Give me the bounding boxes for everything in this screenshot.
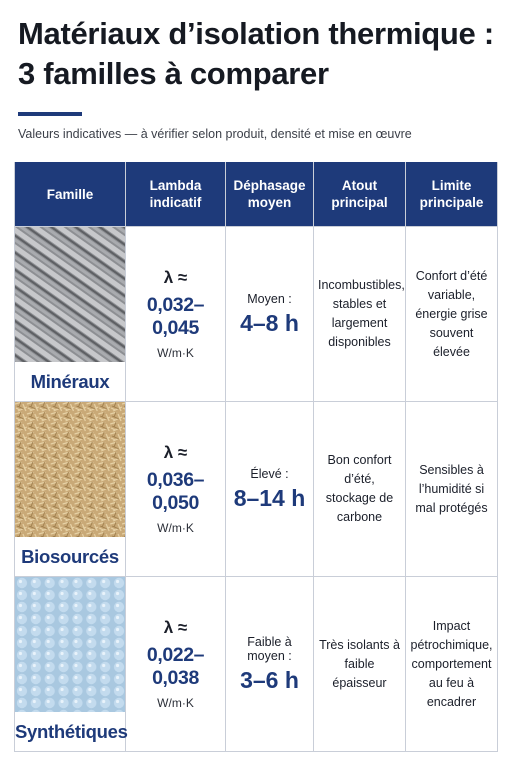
lambda-cell: [126, 577, 226, 752]
family-label: Minéraux: [15, 362, 125, 401]
mineral-wool-texture: [15, 227, 125, 362]
lambda-symbol: λ ≈: [163, 268, 188, 287]
table-header-row: [15, 162, 498, 227]
title-accent-rule: [18, 112, 82, 116]
limite-text: Confort d’été variable, énergie grise souvent élevée: [415, 268, 488, 359]
atout-cell: [314, 227, 406, 402]
dephasage-value: 4–8 h: [240, 309, 299, 336]
foam-bead-texture: [15, 577, 125, 712]
atout-cell: [314, 577, 406, 752]
atout-text: Incombustibles, stables et largement disponibles: [318, 278, 405, 349]
dephasage-cell: [226, 402, 314, 577]
subtitle: Valeurs indicatives — à vérifier selon produit, densité et mise en œuvre: [18, 127, 412, 141]
limite-text: Sensibles à l’humidité si mal protégés: [415, 462, 488, 515]
atout-cell: [314, 402, 406, 577]
lambda-symbol: λ ≈: [163, 618, 188, 637]
dephasage-label: Moyen :: [247, 291, 292, 306]
lambda-value: 0,022–0,038: [146, 644, 205, 689]
table-row-synthetiques: [15, 577, 498, 752]
header-limite: Limite principale: [406, 162, 498, 227]
family-cell: [15, 402, 126, 577]
wood-fiber-texture: [15, 402, 125, 537]
family-cell: [15, 577, 126, 752]
lambda-value: 0,032–0,045: [146, 294, 205, 339]
limite-cell: [406, 227, 498, 402]
header-famille: Famille: [15, 162, 126, 227]
limite-cell: [406, 402, 498, 577]
page-title: [18, 14, 498, 94]
lambda-unit: W/m·K: [157, 696, 194, 710]
dephasage-cell: [226, 227, 314, 402]
atout-text: Bon confort d’été, stockage de carbone: [325, 453, 394, 524]
family-label: Biosourcés: [15, 537, 125, 576]
family-cell: [15, 227, 126, 402]
dephasage-label: Faible à moyen :: [247, 634, 292, 663]
limite-cell: [406, 577, 498, 752]
family-label: Synthétiques: [15, 712, 125, 751]
lambda-unit: W/m·K: [157, 346, 194, 360]
dephasage-cell: [226, 577, 314, 752]
dephasage-label: Élevé :: [250, 466, 289, 481]
lambda-symbol: λ ≈: [163, 443, 188, 462]
table-row-mineraux: [15, 227, 498, 402]
header-lambda: Lambda indicatif: [126, 162, 226, 227]
header-atout: Atout principal: [314, 162, 406, 227]
dephasage-value: 8–14 h: [233, 484, 306, 511]
header-dephasage: Déphasage moyen: [226, 162, 314, 227]
page-title-line-2: 3 familles à comparer: [18, 56, 329, 91]
lambda-cell: [126, 227, 226, 402]
lambda-unit: W/m·K: [157, 521, 194, 535]
page-title-line-1: Matériaux d’isolation thermique :: [18, 16, 494, 51]
limite-text: Impact pétrochimique, comportement au feu à encadrer: [410, 618, 493, 709]
lambda-cell: [126, 402, 226, 577]
table-row-biosources: [15, 402, 498, 577]
dephasage-value: 3–6 h: [240, 666, 299, 693]
atout-text: Très isolants à faible épaisseur: [319, 637, 400, 690]
comparison-table: [14, 162, 498, 752]
lambda-value: 0,036–0,050: [146, 469, 205, 514]
